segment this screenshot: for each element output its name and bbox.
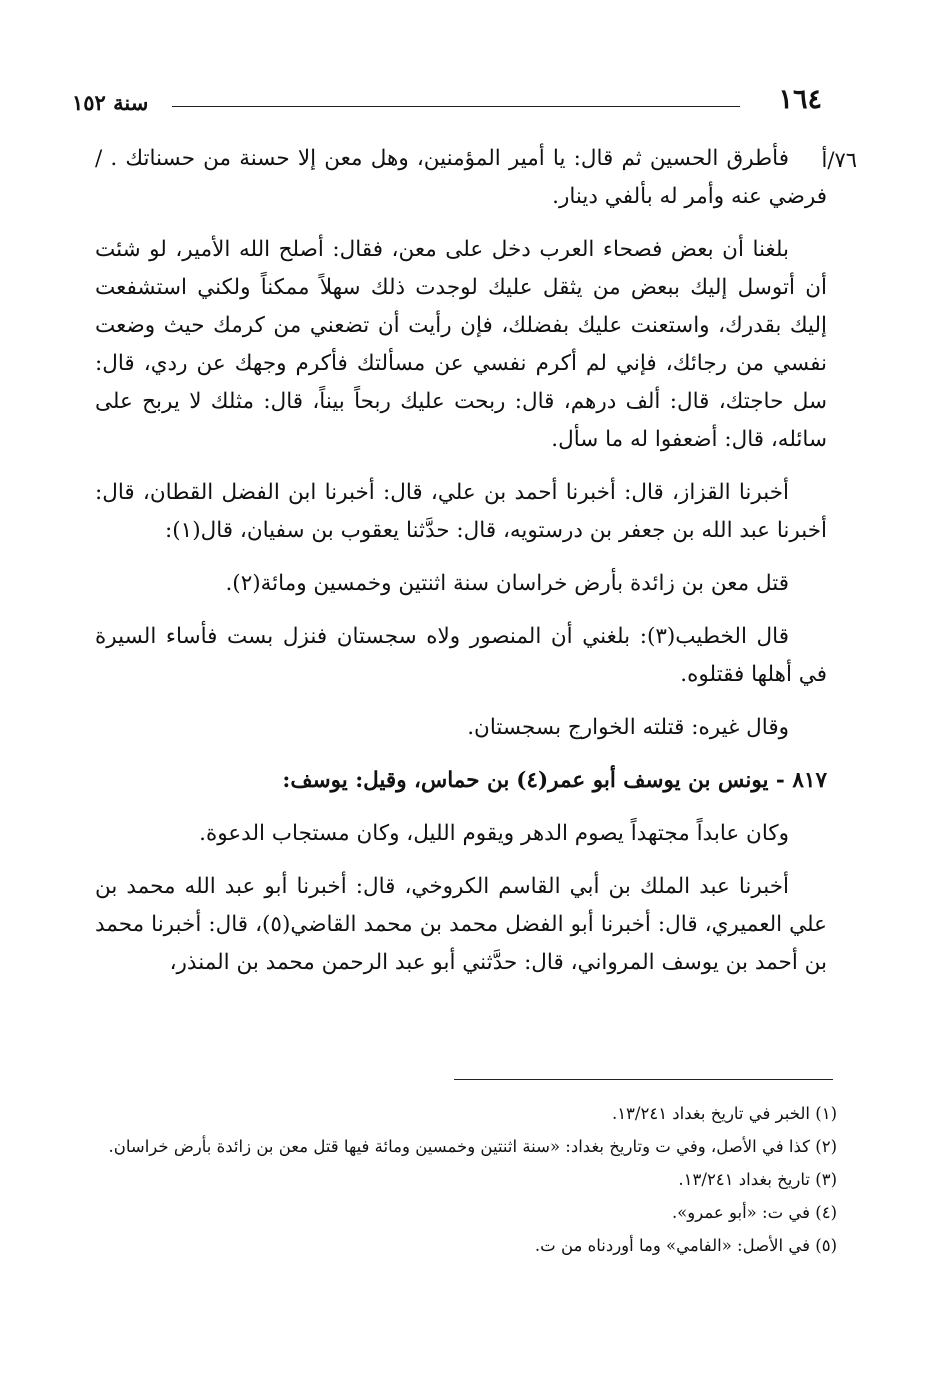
paragraph-9: أخبرنا عبد الملك بن أبي القاسم الكروخي، قال: أخبرنا أبو عبد الله محمد بن علي العميري، قال: أخبرنا أبو الفضل محمد بن محمد القاضي(٥)، قال: أخبرنا محمد بن أحمد بن يوسف المرواني، قال: حدَّثني أبو عبد الرحمن محمد بن المنذر، [95, 874, 827, 975]
biography-entry-heading [95, 762, 827, 800]
entry-name-rest: بن حماس، وقيل: يوسف: [282, 768, 510, 793]
header-rule [172, 106, 740, 107]
paragraph-5: قال الخطيب(٣): بلغني أن المنصور ولاه سجستان فنزل بست فأساء السيرة في أهلها فقتلوه. [95, 624, 827, 687]
header-year: سنة ١٥٢ [72, 90, 149, 115]
page-number: ١٦٤ [778, 84, 822, 115]
footnote-separator [454, 1079, 833, 1080]
paragraph-6: وقال غيره: قتلته الخوارج بسجستان. [467, 715, 789, 740]
main-text [95, 140, 827, 997]
footnote-1: (١) الخبر في تاريخ بغداد ١٣/٢٤١. [611, 1104, 837, 1123]
paragraph-3: أخبرنا القزاز، قال: أخبرنا أحمد بن علي، قال: أخبرنا ابن الفضل القطان، قال: أخبرنا عبد الله بن جعفر بن درستويه، قال: حدَّثنا يعقوب بن سفيان، قال(١): [95, 480, 827, 543]
footnotes [97, 1100, 837, 1265]
paragraph-8: وكان عابداً مجتهداً يصوم الدهر ويقوم الليل، وكان مستجاب الدعوة. [199, 821, 789, 846]
footnote-2: (٢) كذا في الأصل، وفي ت وتاريخ بغداد: «سنة اثنتين وخمسين ومائة فيها قتل معن بن زائدة بأرض خراسان. [108, 1137, 837, 1156]
paragraph-2: بلغنا أن بعض فصحاء العرب دخل على معن، فقال: أصلح الله الأمير، لو شئت أن أتوسل إليك ببعض من يثقل عليك لوجدت ذلك سهلاً ممكناً ولكني استشفعت إليك بقدرك، واستعنت عليك بفضلك، فإن رأيت أن تضعني من كرمك حيث وضعت نفسي من رجائك، فإني لم أكرم نفسي عن مسألتك فأكرم وجهك عن ردي، قال: سل حاجتك، قال: ألف درهم، قال: ربحت عليك ربحاً بيناً، قال: مثلك لا يربح على سائله، قال: أضعفوا له ما سأل. [95, 237, 827, 452]
paragraph-4: قتل معن بن زائدة بأرض خراسان سنة اثنتين وخمسين ومائة(٢). [225, 571, 789, 596]
footnote-3: (٣) تاريخ بغداد ١٣/٢٤١. [678, 1170, 837, 1189]
manuscript-folio-marker: ٧٦/أ [821, 148, 857, 172]
paragraph-1: فأطرق الحسين ثم قال: يا أمير المؤمنين، وهل معن إلا حسنة من حسناتك . / فرضي عنه وأمر له بألفي دينار. [95, 146, 827, 209]
entry-number-and-name: ٨١٧ - يونس بن يوسف أبو عمر(٤) [516, 768, 827, 793]
running-header [72, 84, 822, 118]
footnote-4: (٤) في ت: «أبو عمرو». [671, 1203, 837, 1222]
footnote-5: (٥) في الأصل: «الفامي» وما أوردناه من ت. [534, 1236, 837, 1255]
